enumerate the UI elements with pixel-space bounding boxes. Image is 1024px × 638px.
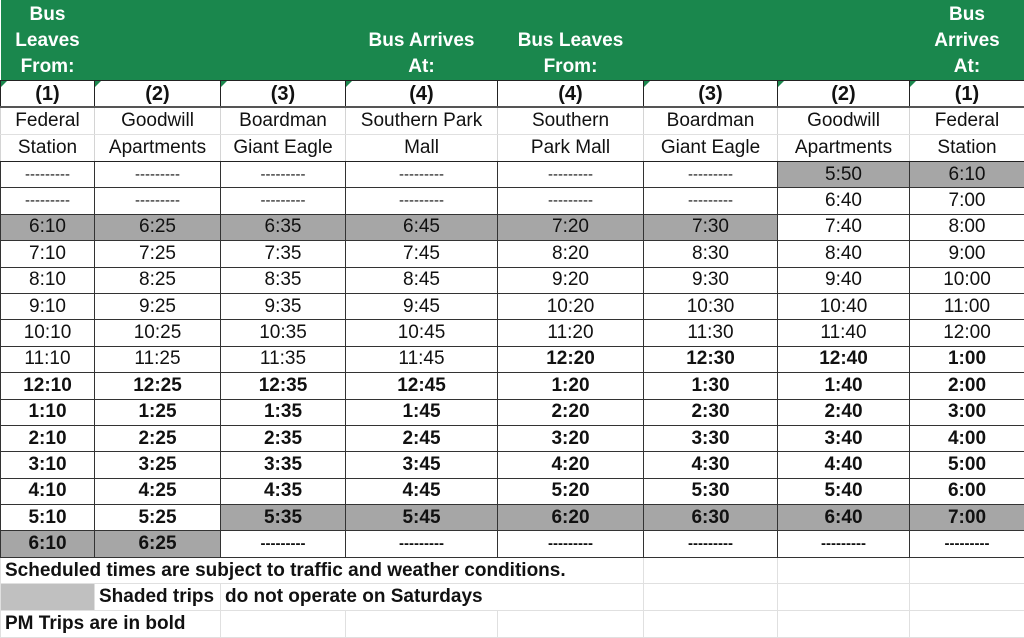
empty-cell xyxy=(644,584,778,611)
header-line: At: xyxy=(910,54,1024,80)
time-cell: 9:30 xyxy=(644,267,778,293)
comment-indicator-icon xyxy=(346,81,352,87)
time-cell: 1:10 xyxy=(1,399,95,425)
time-cell: 3:35 xyxy=(221,452,346,478)
time-cell: --------- xyxy=(221,531,346,557)
stop-number: (3) xyxy=(271,83,295,105)
time-cell: 6:40 xyxy=(778,505,910,531)
schedule-row xyxy=(1,267,1024,293)
time-cell: 5:30 xyxy=(644,478,778,504)
stop-name-line1: Boardman xyxy=(644,107,778,135)
time-cell: 3:40 xyxy=(778,425,910,451)
time-cell: --------- xyxy=(644,162,778,188)
time-cell: --------- xyxy=(346,188,498,214)
stop-number: (3) xyxy=(698,83,722,105)
stop-name-line2: Giant Eagle xyxy=(221,135,346,162)
stop-name-line1: Federal xyxy=(1,107,95,135)
empty-cell xyxy=(778,584,910,611)
time-cell: 6:10 xyxy=(1,214,95,240)
stop-number: (2) xyxy=(831,83,855,105)
time-cell: 10:30 xyxy=(644,293,778,319)
time-cell: 4:30 xyxy=(644,452,778,478)
time-cell: 10:10 xyxy=(1,320,95,346)
time-cell: 5:40 xyxy=(778,478,910,504)
time-cell: 11:10 xyxy=(1,346,95,372)
time-cell: 2:00 xyxy=(910,373,1024,399)
note-row-traffic xyxy=(1,557,1024,584)
stop-number-cell xyxy=(95,81,221,108)
time-cell: 5:35 xyxy=(221,505,346,531)
time-cell: 7:20 xyxy=(498,214,644,240)
stop-number-cell xyxy=(221,81,346,108)
header-blank xyxy=(644,0,778,81)
header-line: From: xyxy=(1,54,95,80)
time-cell: 6:45 xyxy=(346,214,498,240)
traffic-note: Scheduled times are subject to traffic and weather conditions. xyxy=(1,557,644,584)
stop-name-line2: Station xyxy=(910,135,1024,162)
time-cell: 1:40 xyxy=(778,373,910,399)
empty-cell xyxy=(778,611,910,638)
empty-cell xyxy=(346,611,498,638)
comment-indicator-icon xyxy=(644,81,650,87)
time-cell: 8:35 xyxy=(221,267,346,293)
time-cell: 1:25 xyxy=(95,399,221,425)
comment-indicator-icon xyxy=(1,81,7,87)
time-cell: 10:35 xyxy=(221,320,346,346)
stop-name-line2: Park Mall xyxy=(498,135,644,162)
header-line: Bus Arrives xyxy=(346,28,498,54)
time-cell: 9:35 xyxy=(221,293,346,319)
time-cell: 6:25 xyxy=(95,531,221,557)
header-line: Bus xyxy=(1,2,95,28)
schedule-row xyxy=(1,241,1024,267)
time-cell: 4:20 xyxy=(498,452,644,478)
stop-number-row xyxy=(1,81,1024,108)
time-cell: 5:50 xyxy=(778,162,910,188)
empty-cell xyxy=(778,557,910,584)
stop-name-line2: Mall xyxy=(346,135,498,162)
header-blank xyxy=(95,0,221,81)
note-row-pm xyxy=(1,611,1024,638)
time-cell: 11:00 xyxy=(910,293,1024,319)
time-cell: 10:25 xyxy=(95,320,221,346)
schedule-row xyxy=(1,399,1024,425)
header-line: From: xyxy=(498,54,644,80)
shaded-legend-swatch xyxy=(1,584,95,611)
time-cell: --------- xyxy=(644,188,778,214)
time-cell: 10:40 xyxy=(778,293,910,319)
time-cell: 11:20 xyxy=(498,320,644,346)
time-cell: 10:45 xyxy=(346,320,498,346)
time-cell: 8:25 xyxy=(95,267,221,293)
time-cell: 9:00 xyxy=(910,241,1024,267)
time-cell: 4:00 xyxy=(910,425,1024,451)
time-cell: 1:20 xyxy=(498,373,644,399)
header-line: Bus xyxy=(910,2,1024,28)
schedule-row xyxy=(1,346,1024,372)
time-cell: --------- xyxy=(498,531,644,557)
time-cell: --------- xyxy=(95,188,221,214)
empty-cell xyxy=(644,557,778,584)
time-cell: 3:00 xyxy=(910,399,1024,425)
time-cell: --------- xyxy=(498,188,644,214)
stop-number-cell xyxy=(644,81,778,108)
time-cell: 12:10 xyxy=(1,373,95,399)
empty-cell xyxy=(910,611,1024,638)
stop-name-line2: Apartments xyxy=(95,135,221,162)
schedule-row xyxy=(1,425,1024,451)
time-cell: --------- xyxy=(1,188,95,214)
header-arrives-at-inbound xyxy=(910,0,1024,81)
note-row-shaded xyxy=(1,584,1024,611)
time-cell: 7:45 xyxy=(346,241,498,267)
time-cell: --------- xyxy=(910,531,1024,557)
time-cell: 5:10 xyxy=(1,505,95,531)
header-leaves-from-outbound xyxy=(1,0,95,81)
header-line: Arrives xyxy=(910,28,1024,54)
time-cell: 9:20 xyxy=(498,267,644,293)
time-cell: 8:20 xyxy=(498,241,644,267)
header-leaves-from-inbound xyxy=(498,0,644,81)
time-cell: 7:00 xyxy=(910,188,1024,214)
time-cell: 2:10 xyxy=(1,425,95,451)
time-cell: 4:40 xyxy=(778,452,910,478)
time-cell: 7:30 xyxy=(644,214,778,240)
schedule-row xyxy=(1,505,1024,531)
stop-number: (4) xyxy=(409,83,433,105)
time-cell: 7:25 xyxy=(95,241,221,267)
stop-name-line2: Apartments xyxy=(778,135,910,162)
empty-cell xyxy=(910,584,1024,611)
comment-indicator-icon xyxy=(910,81,916,87)
time-cell: 12:45 xyxy=(346,373,498,399)
time-cell: 3:20 xyxy=(498,425,644,451)
time-cell: 2:45 xyxy=(346,425,498,451)
stop-number: (1) xyxy=(955,83,979,105)
time-cell: 4:35 xyxy=(221,478,346,504)
pm-bold-note: PM Trips are in bold xyxy=(1,611,221,638)
time-cell: 12:35 xyxy=(221,373,346,399)
stop-name-line1: Southern Park xyxy=(346,107,498,135)
time-cell: --------- xyxy=(644,531,778,557)
time-cell: 9:45 xyxy=(346,293,498,319)
header-line: Leaves xyxy=(1,28,95,54)
comment-indicator-icon xyxy=(778,81,784,87)
empty-cell xyxy=(498,611,644,638)
time-cell: --------- xyxy=(346,162,498,188)
stop-number-cell xyxy=(778,81,910,108)
shaded-note-part-a: Shaded trips xyxy=(95,584,221,611)
time-cell: 8:10 xyxy=(1,267,95,293)
time-cell: 6:10 xyxy=(1,531,95,557)
time-cell: 2:20 xyxy=(498,399,644,425)
time-cell: 11:45 xyxy=(346,346,498,372)
time-cell: 11:25 xyxy=(95,346,221,372)
time-cell: 2:40 xyxy=(778,399,910,425)
schedule-row xyxy=(1,293,1024,319)
empty-cell xyxy=(910,557,1024,584)
time-cell: 6:30 xyxy=(644,505,778,531)
time-cell: 10:20 xyxy=(498,293,644,319)
header-blank xyxy=(778,0,910,81)
time-cell: --------- xyxy=(778,531,910,557)
time-cell: 10:00 xyxy=(910,267,1024,293)
time-cell: 6:20 xyxy=(498,505,644,531)
time-cell: 3:25 xyxy=(95,452,221,478)
time-cell: --------- xyxy=(95,162,221,188)
header-arrives-at-outbound xyxy=(346,0,498,81)
time-cell: 3:10 xyxy=(1,452,95,478)
time-cell: 8:30 xyxy=(644,241,778,267)
schedule-row xyxy=(1,162,1024,188)
time-cell: --------- xyxy=(221,162,346,188)
stop-name-row-2 xyxy=(1,135,1024,162)
stop-number: (1) xyxy=(35,83,59,105)
stop-name-line1: Goodwill xyxy=(95,107,221,135)
time-cell: 5:20 xyxy=(498,478,644,504)
time-cell: 11:30 xyxy=(644,320,778,346)
time-cell: 1:00 xyxy=(910,346,1024,372)
time-cell: 6:00 xyxy=(910,478,1024,504)
time-cell: --------- xyxy=(221,188,346,214)
time-cell: 3:45 xyxy=(346,452,498,478)
time-cell: 2:25 xyxy=(95,425,221,451)
empty-cell xyxy=(644,611,778,638)
schedule-row xyxy=(1,452,1024,478)
time-cell: --------- xyxy=(1,162,95,188)
time-cell: 1:35 xyxy=(221,399,346,425)
time-cell: 3:30 xyxy=(644,425,778,451)
time-cell: --------- xyxy=(346,531,498,557)
stop-name-line1: Boardman xyxy=(221,107,346,135)
time-cell: 5:45 xyxy=(346,505,498,531)
schedule-row xyxy=(1,188,1024,214)
time-cell: 12:30 xyxy=(644,346,778,372)
time-cell: 2:35 xyxy=(221,425,346,451)
stop-name-line2: Giant Eagle xyxy=(644,135,778,162)
time-cell: 7:40 xyxy=(778,214,910,240)
time-cell: 4:25 xyxy=(95,478,221,504)
schedule-row xyxy=(1,214,1024,240)
stop-name-row-1 xyxy=(1,107,1024,135)
time-cell: 11:35 xyxy=(221,346,346,372)
schedule-row xyxy=(1,320,1024,346)
stop-name-line1: Federal xyxy=(910,107,1024,135)
time-cell: 8:40 xyxy=(778,241,910,267)
comment-indicator-icon xyxy=(221,81,227,87)
stop-number: (2) xyxy=(145,83,169,105)
time-cell: 9:25 xyxy=(95,293,221,319)
time-cell: 7:10 xyxy=(1,241,95,267)
stop-number-cell xyxy=(346,81,498,108)
time-cell: 7:00 xyxy=(910,505,1024,531)
time-cell: 4:10 xyxy=(1,478,95,504)
time-cell: 9:40 xyxy=(778,267,910,293)
time-cell: 6:10 xyxy=(910,162,1024,188)
time-cell: 8:00 xyxy=(910,214,1024,240)
time-cell: 6:35 xyxy=(221,214,346,240)
time-cell: 2:30 xyxy=(644,399,778,425)
header-blank xyxy=(221,0,346,81)
schedule-row xyxy=(1,531,1024,557)
stop-number-cell xyxy=(910,81,1024,108)
time-cell: 6:25 xyxy=(95,214,221,240)
time-cell: 1:30 xyxy=(644,373,778,399)
time-cell: 8:45 xyxy=(346,267,498,293)
shaded-note-part-b: do not operate on Saturdays xyxy=(221,584,644,611)
time-cell: 5:25 xyxy=(95,505,221,531)
header-line: At: xyxy=(346,54,498,80)
time-cell: 6:40 xyxy=(778,188,910,214)
time-cell: 7:35 xyxy=(221,241,346,267)
direction-header-row xyxy=(1,0,1024,81)
stop-number: (4) xyxy=(558,83,582,105)
stop-number-cell xyxy=(498,81,644,108)
time-cell: 12:25 xyxy=(95,373,221,399)
comment-indicator-icon xyxy=(95,81,101,87)
time-cell: 12:20 xyxy=(498,346,644,372)
stop-name-line2: Station xyxy=(1,135,95,162)
time-cell: 9:10 xyxy=(1,293,95,319)
time-cell: 5:00 xyxy=(910,452,1024,478)
stop-name-line1: Goodwill xyxy=(778,107,910,135)
schedule-row xyxy=(1,478,1024,504)
header-line: Bus Leaves xyxy=(498,28,644,54)
stop-number-cell xyxy=(1,81,95,108)
time-cell: 4:45 xyxy=(346,478,498,504)
time-cell: 12:40 xyxy=(778,346,910,372)
schedule-row xyxy=(1,373,1024,399)
time-cell: 12:00 xyxy=(910,320,1024,346)
time-cell: --------- xyxy=(498,162,644,188)
stop-name-line1: Southern xyxy=(498,107,644,135)
time-cell: 11:40 xyxy=(778,320,910,346)
time-cell: 1:45 xyxy=(346,399,498,425)
empty-cell xyxy=(221,611,346,638)
